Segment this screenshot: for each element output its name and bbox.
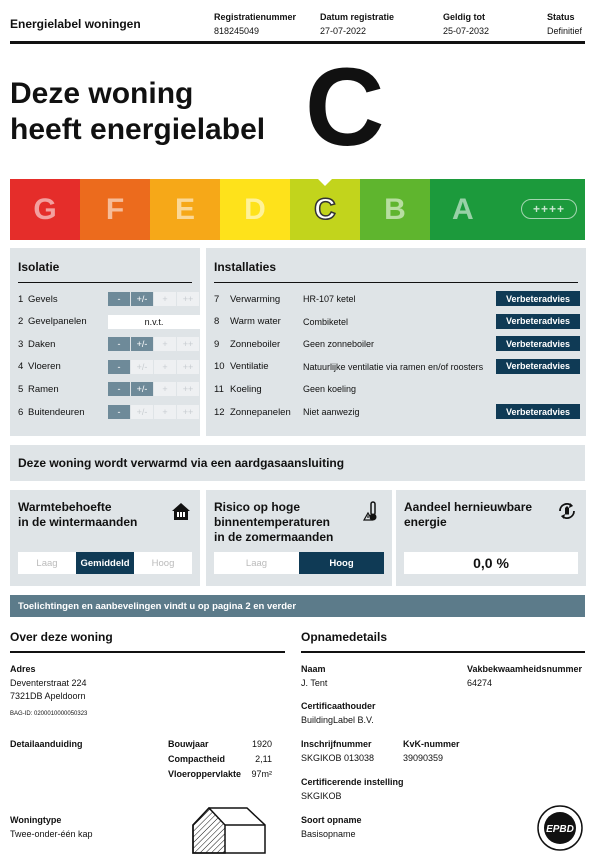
naam: J. Tent (301, 678, 328, 688)
row-label: Ventilatie (230, 361, 269, 373)
over-title: Over deze woning (10, 630, 113, 644)
label-letter: B (384, 192, 406, 226)
compactheid: 2,11 (255, 754, 272, 764)
row-number: 11 (214, 383, 224, 395)
rating-cell: - (108, 405, 130, 419)
valid-until-block: Geldig tot 25-07-2032 (443, 12, 490, 36)
bag-id: BAG-ID: 0200010000050323 (10, 711, 88, 717)
verbeteradvies-button[interactable]: Verbeteradvies (496, 291, 580, 306)
isolatie-row (18, 337, 198, 351)
installatie-row (214, 315, 580, 329)
rating-cell: ++ (177, 292, 199, 306)
rating-cell: ++ (177, 405, 199, 419)
row-label: Warm water (230, 316, 281, 328)
installatie-row (214, 360, 580, 374)
label-letter: F (105, 192, 125, 226)
verbeteradvies-button[interactable]: Verbeteradvies (496, 404, 580, 419)
row-number: 7 (214, 293, 220, 305)
row-number: 5 (18, 383, 24, 395)
row-number: 3 (18, 338, 24, 350)
rating-cell: - (108, 382, 130, 396)
installatie-row (214, 382, 580, 396)
soort-opname: Basisopname (301, 829, 356, 839)
warmte-option-gemiddeld: Gemiddeld (76, 552, 134, 574)
rating-cell: +/- (131, 292, 153, 306)
energy-label-scale (10, 179, 585, 240)
renewable-share-value: 0,0 % (404, 552, 578, 574)
isolatie-row (18, 360, 198, 374)
row-number: 12 (214, 406, 225, 418)
registration-number: 818245049 (214, 26, 260, 36)
verbeteradvies-button[interactable]: Verbeteradvies (496, 314, 580, 329)
isolatie-rating (108, 315, 200, 329)
vloeroppervlakte: 97m² (251, 769, 272, 779)
energy-label-letter: C (305, 46, 385, 169)
row-label: Zonneboiler (230, 338, 281, 350)
installaties-panel (206, 248, 586, 436)
inschrijfnummer: SKGIKOB 013038 (301, 753, 375, 763)
isolatie-row (18, 405, 198, 419)
risico-box: Risico op hoge binnentemperaturen in de zomermaanden Laag Hoog (206, 490, 392, 586)
warmtebehoefte-box: Warmtebehoefte in de wintermaanden Laag Gemiddeld Hoog (10, 490, 200, 586)
isolatie-title: Isolatie (18, 260, 60, 274)
row-number: 9 (214, 338, 220, 350)
row-label: Zonnepanelen (230, 406, 291, 418)
bouwjaar: 1920 (251, 739, 272, 749)
house-type-icon (191, 805, 267, 855)
adres-label: Adres (10, 664, 36, 674)
row-label: Vloeren (28, 361, 61, 373)
info-banner: Toelichtingen en aanbevelingen vindt u op pagina 2 en verder (10, 595, 585, 617)
city: 7321DB Apeldoorn (10, 691, 86, 701)
label-plus-badge: ++++ (521, 199, 577, 219)
rating-cell: - (108, 337, 130, 351)
isolatie-row (18, 382, 198, 396)
rating-cell: +/- (131, 405, 153, 419)
warmte-option-hoog: Hoog (134, 552, 192, 574)
row-label: Daken (28, 338, 56, 350)
house-icon (170, 500, 192, 522)
risico-option-laag: Laag (214, 552, 299, 574)
rating-cell: ++ (177, 360, 199, 374)
rating-cell: + (154, 292, 176, 306)
row-label: Gevelpanelen (28, 316, 87, 328)
row-label: Verwarming (230, 293, 281, 305)
row-label: Ramen (28, 383, 59, 395)
row-number: 4 (18, 361, 24, 373)
heating-note: Deze woning wordt verwarmd via een aardgasaansluiting (10, 445, 585, 481)
kvk-nummer: 39090359 (403, 753, 444, 763)
status-value: Definitief (547, 26, 583, 36)
nvt-cell: n.v.t. (108, 315, 200, 329)
warmtebehoefte-scale (18, 552, 192, 574)
isolatie-row (18, 315, 198, 329)
row-label: Koeling (230, 383, 262, 395)
row-value: Geen koeling (303, 384, 357, 395)
epbd-logo (536, 804, 584, 852)
isolatie-rating (108, 382, 200, 396)
label-letter: E (174, 192, 195, 226)
rating-cell: +/- (131, 337, 153, 351)
isolatie-rating (108, 360, 200, 374)
warmte-option-laag: Laag (18, 552, 76, 574)
isolatie-rating (108, 292, 200, 306)
isolatie-panel (10, 248, 200, 436)
row-label: Buitendeuren (28, 406, 85, 418)
rating-cell: - (108, 360, 130, 374)
installatie-row (214, 337, 580, 351)
document-title: Energielabel woningen (10, 17, 141, 31)
label-segment-c (290, 179, 360, 240)
label-letter: G (33, 192, 57, 226)
rating-cell: ++ (177, 382, 199, 396)
label-letter: A (452, 192, 474, 226)
rating-cell: + (154, 360, 176, 374)
installatie-row (214, 405, 580, 419)
rating-cell: +/- (131, 360, 153, 374)
label-segment-e (150, 179, 220, 240)
row-number: 1 (18, 293, 24, 305)
registration-number-block: Registratienummer 818245049 (214, 12, 297, 36)
rating-cell: - (108, 292, 130, 306)
label-segment-d (220, 179, 290, 240)
woningtype: Twee-onder-één kap (10, 829, 93, 839)
row-value: Natuurlijke ventilatie via ramen en/of roosters (303, 361, 484, 372)
row-number: 8 (214, 316, 220, 328)
label-letter: C (314, 192, 336, 226)
installatie-row (214, 292, 580, 306)
hernieuwbaar-box: Aandeel hernieuwbare energie 0,0 % (396, 490, 586, 586)
detail-label: Detailaanduiding (10, 739, 83, 749)
document-header (10, 10, 585, 44)
rating-cell: ++ (177, 337, 199, 351)
installaties-title: Installaties (214, 260, 277, 274)
rating-cell: + (154, 337, 176, 351)
risico-option-hoog: Hoog (299, 552, 384, 574)
row-value: Combiketel (303, 316, 349, 327)
svg-text:EPBD: EPBD (546, 824, 574, 835)
rating-cell: +/- (131, 382, 153, 396)
verbeteradvies-button[interactable]: Verbeteradvies (496, 336, 580, 351)
certificerende-instelling: SKGIKOB (301, 791, 342, 801)
isolatie-row (18, 292, 198, 306)
woningtype-label: Woningtype (10, 815, 62, 825)
row-value: HR-107 ketel (303, 294, 356, 304)
vakbekwaamheidsnummer: 64274 (467, 678, 493, 688)
certificaathouder: BuildingLabel B.V. (301, 715, 374, 725)
label-segment-g (10, 179, 80, 240)
thermometer-icon (362, 500, 384, 522)
registration-date-block: Datum registratie 27-07-2022 (320, 12, 395, 36)
row-label: Gevels (28, 293, 58, 305)
row-value: Niet aanwezig (303, 407, 360, 417)
recycle-battery-icon (556, 500, 578, 522)
street: Deventerstraat 224 (10, 678, 87, 688)
row-value: Geen zonneboiler (303, 339, 375, 350)
rating-cell: + (154, 382, 176, 396)
label-segment-a (430, 179, 585, 240)
risico-scale (214, 552, 384, 574)
label-segment-b (360, 179, 430, 240)
registration-date: 27-07-2022 (320, 26, 367, 36)
row-number: 10 (214, 361, 225, 373)
row-number: 2 (18, 316, 24, 328)
opname-title: Opnamedetails (301, 630, 388, 644)
headline: Deze woning heeft energielabel (10, 77, 266, 146)
row-number: 6 (18, 406, 24, 418)
status-block: Status Definitief (547, 12, 583, 36)
label-segment-f (80, 179, 150, 240)
verbeteradvies-button[interactable]: Verbeteradvies (496, 359, 580, 374)
isolatie-rating (108, 337, 200, 351)
rating-cell: + (154, 405, 176, 419)
label-letter: D (244, 192, 266, 226)
valid-until: 25-07-2032 (443, 26, 490, 36)
isolatie-rating (108, 405, 200, 419)
